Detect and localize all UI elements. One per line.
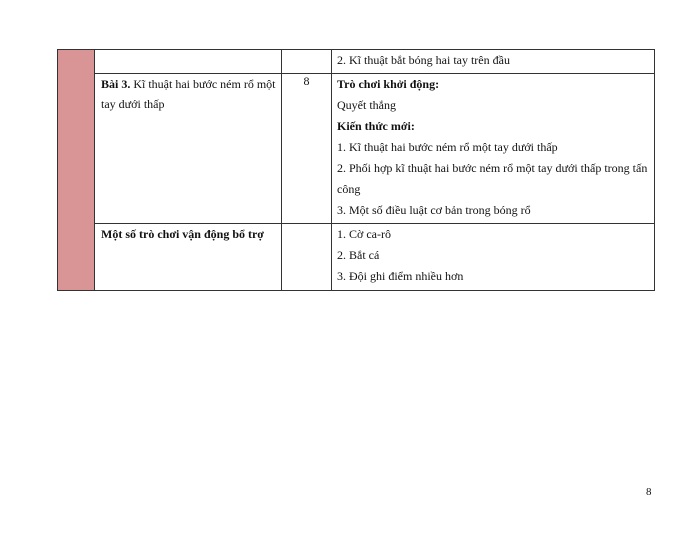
content-line: 1. Cờ ca-rô (337, 227, 391, 241)
content-line: 1. Kĩ thuật hai bước ném rổ một tay dưới thấp (337, 140, 558, 154)
hours-cell (282, 50, 332, 74)
content-line: Quyết thắng (337, 98, 396, 112)
content-line: 2. Bắt cá (337, 248, 380, 262)
table-row (58, 224, 655, 291)
hours-value: 8 (303, 74, 310, 88)
content-heading: Kiến thức mới: (337, 119, 415, 133)
hours-cell (282, 74, 332, 224)
lesson-title: Một số trò chơi vận động bổ trợ (101, 227, 264, 241)
lesson-number: Bài 3. (101, 77, 131, 91)
lesson-cell (95, 50, 282, 74)
content-heading: Trò chơi khởi động: (337, 77, 440, 91)
content-line: công (337, 182, 361, 196)
lesson-cell (95, 224, 282, 291)
curriculum-table (57, 49, 655, 291)
content-cell (332, 50, 655, 74)
content-cell (332, 224, 655, 291)
lesson-cell (95, 74, 282, 224)
page-number: 8 (646, 486, 652, 498)
table-row (58, 50, 655, 74)
content-cell (332, 74, 655, 224)
content-line: 3. Đội ghi điểm nhiều hơn (337, 269, 464, 283)
content-line: 2. Phối hợp kĩ thuật hai bước ném rổ một tay dưới thấp trong tấn (337, 161, 648, 175)
lesson-title: Kĩ thuật hai bước ném rổ một tay dưới thấp (101, 77, 276, 111)
hours-cell (282, 224, 332, 291)
table-row (58, 74, 655, 224)
content-line: 3. Một số điều luật cơ bản trong bóng rổ (337, 203, 531, 217)
side-color-band (58, 50, 95, 291)
content-line: 2. Kĩ thuật bắt bóng hai tay trên đầu (337, 53, 510, 67)
